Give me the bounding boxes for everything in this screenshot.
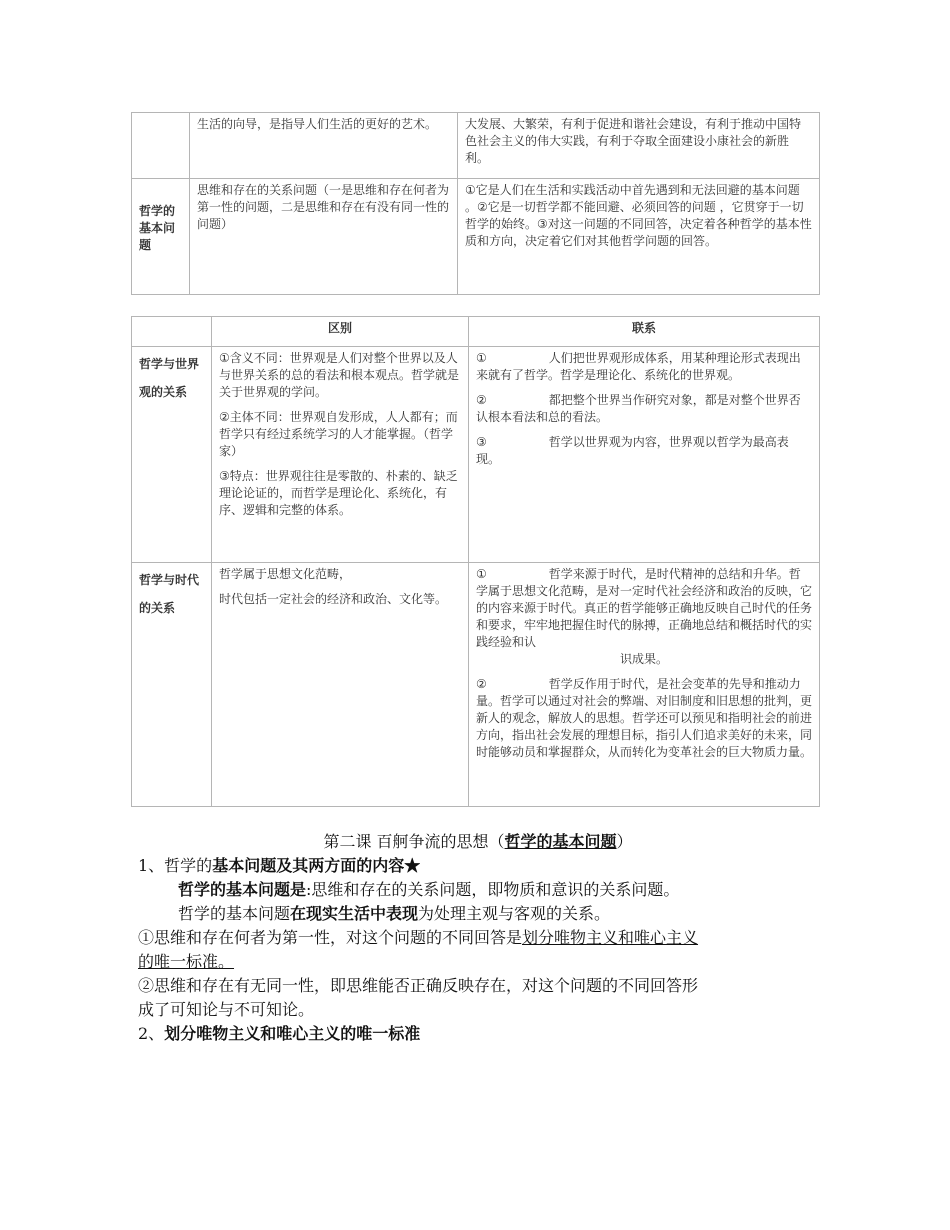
item-number: ②: [476, 393, 487, 407]
table-cell: 大发展、大繁荣，有利于促进和谐社会建设，有利于推动中国特色社会主义的伟大实践，有利于夺取全面建设小康社会的新胜利。: [458, 113, 820, 179]
section-heading-2: 2、划分唯物主义和唯心主义的唯一标准: [138, 1024, 421, 1043]
item-number: ②: [476, 677, 487, 691]
item-number: ①: [476, 567, 487, 581]
table-cell: [212, 563, 469, 807]
row-header: 哲学的基本问题: [132, 179, 190, 295]
point-2-cont: 成了可知论与不可知论。: [138, 1000, 315, 1019]
table-cell: 思维和存在的关系问题（一是思维和存在何者为第一性的问题，二是思维和存在有没有同一性的问题）: [190, 179, 458, 295]
corner-cell: [132, 317, 212, 347]
point-1: ①思维和存在何者为第一性，对这个问题的不同回答是划分唯物主义和唯心主义: [138, 928, 699, 947]
table-cell: [469, 347, 820, 563]
table-row: [132, 347, 820, 563]
table-cell: [212, 347, 469, 563]
table-cell: 生活的向导，是指导人们生活的更好的艺术。: [190, 113, 458, 179]
row-header: 哲学与世界观的关系: [132, 347, 212, 563]
cell-paragraph: 识成果。: [619, 652, 668, 666]
cell-paragraph: 哲学属于思想文化范畴，: [219, 567, 352, 581]
cell-paragraph: 时代包括一定社会的经济和政治、文化等。: [219, 592, 448, 606]
table-cell: [469, 563, 820, 807]
definition-line: 哲学的基本问题是:思维和存在的关系问题，即物质和意识的关系问题。: [178, 880, 680, 899]
cell-paragraph: ③特点：世界观往往是零散的、朴素的、缺乏理论论证的，而哲学是理论化、系统化，有序、逻辑和完整的体系。: [219, 469, 458, 517]
point-1-cont: 的唯一标准。: [138, 952, 235, 971]
table-row: [132, 179, 820, 295]
cell-paragraph: ②主体不同：世界观自发形成，人人都有；而哲学只有经过系统学习的人才能掌握。（哲学家）: [219, 410, 458, 458]
item-number: ①: [476, 351, 487, 365]
table-header-row: [132, 317, 820, 347]
row-header: 哲学与时代的关系: [132, 563, 212, 807]
item-number: ③: [476, 435, 487, 449]
cell-paragraph: ③ 哲学以世界观为内容，世界观以哲学为最高表现。: [476, 435, 789, 466]
summary-table-1: [131, 112, 820, 295]
lesson-title: 第二课 百舸争流的思想（哲学的基本问题）: [323, 832, 633, 851]
summary-table-2: [131, 316, 820, 807]
table-cell: ①它是人们在生活和实践活动中首先遇到和无法回避的基本问题 。②它是一切哲学都不能回避、必须回答的问题 ，它贯穿于一切哲学的始终。③对这一问题的不同回答，决定着各种哲学的基本性质和方向，决定着它们对其他哲学问题的回答。: [458, 179, 820, 295]
cell-paragraph: ① 哲学来源于时代，是时代精神的总结和升华。哲学属于思想文化范畴，是对一定时代社会经济和政治的反映，它的内容来源于时代。真正的哲学能够正确地反映自己时代的任务和要求，牢牢地把握住时代的脉搏，正确地总结和概括时代的实践经验和认: [476, 567, 813, 649]
section-heading-1: 1、哲学的基本问题及其两方面的内容★: [138, 856, 421, 875]
cell-paragraph: ② 哲学反作用于时代，是社会变革的先导和推动力量。哲学可以通过对社会的弊端、对旧制度和旧思想的批判，更新人的观念，解放人的思想。哲学还可以预见和指明社会的前进方向，指出社会发展的理想目标，指引人们追求美好的未来，同时能够动员和掌握群众，从而转化为变革社会的巨大物质力量。: [476, 677, 813, 759]
cell-paragraph: ① 人们把世界观形成体系，用某种理论形式表现出来就有了哲学。哲学是理论化、系统化的世界观。: [476, 351, 801, 382]
point-2: ②思维和存在有无同一性，即思维能否正确反映存在，对这个问题的不同回答形: [138, 976, 699, 995]
row-header: [132, 113, 190, 179]
definition-line: 哲学的基本问题在现实生活中表现为处理主观与客观的关系。: [178, 904, 611, 923]
cell-paragraph: ①含义不同：世界观是人们对整个世界以及人与世界关系的总的看法和根本观点。哲学就是关于世界观的学问。: [219, 351, 460, 399]
table-row: [132, 113, 820, 179]
column-header-diff: 区别: [212, 317, 469, 347]
column-header-link: 联系: [469, 317, 820, 347]
cell-paragraph: ② 都把整个世界当作研究对象，都是对整个世界否认根本看法和总的看法。: [476, 393, 801, 424]
lesson-notes: [138, 830, 818, 1046]
table-row: [132, 563, 820, 807]
